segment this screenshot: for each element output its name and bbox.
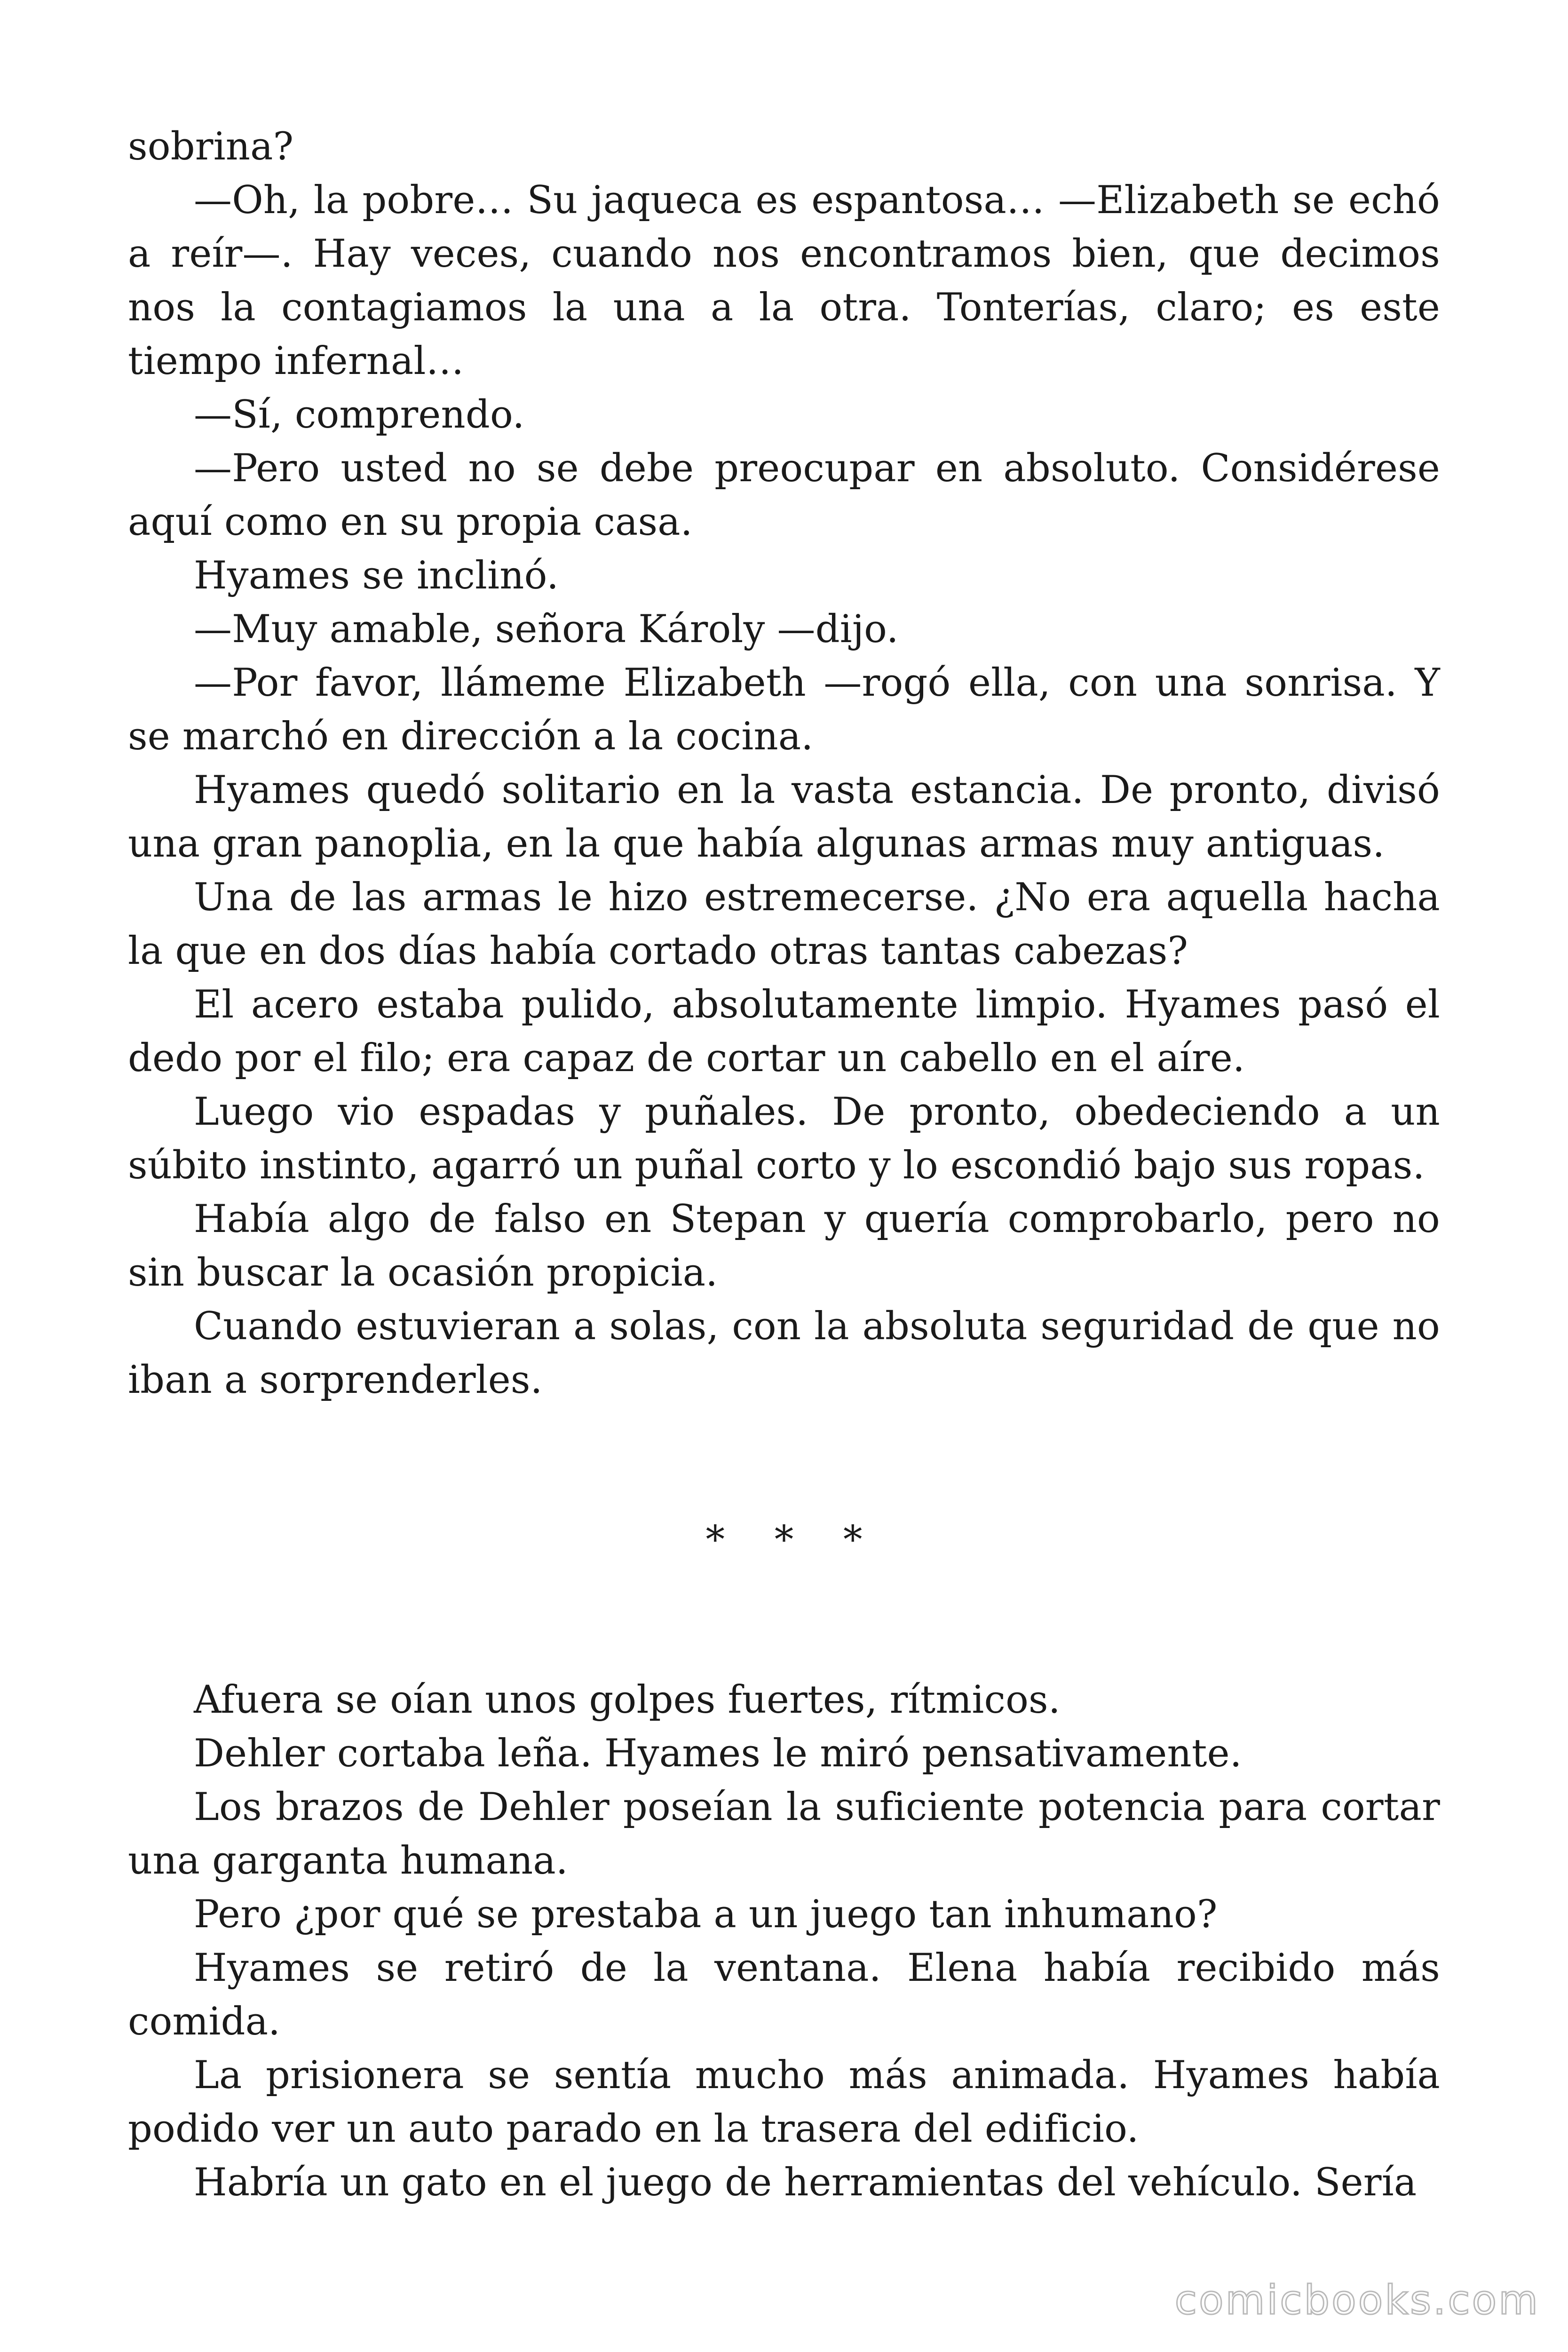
- paragraph: El acero estaba pulido, absolutamente limpio. Hyames pasó el dedo por el filo; era capaz de cortar un cabello en el aíre.: [128, 983, 1440, 1081]
- paragraph: —Oh, la pobre… Su jaqueca es espantosa… —Elizabeth se echó a reír—. Hay veces, cuando nos encontramos bien, que decimos nos la contagiamos la una a la otra. Tonterías, claro; es este tiempo infernal…: [128, 178, 1440, 383]
- paragraph: Habría un gato en el juego de herramientas del vehículo. Sería: [194, 2161, 1417, 2205]
- paragraph: —Sí, comprendo.: [194, 393, 525, 437]
- paragraph: Luego vio espadas y puñales. De pronto, obedeciendo a un súbito instinto, agarró un puñal corto y lo escondió bajo sus ropas.: [128, 1090, 1440, 1188]
- paragraph: Había algo de falso en Stepan y quería comprobarlo, pero no sin buscar la ocasión propicia.: [128, 1197, 1440, 1295]
- watermark-logo: comicbooks.com: [1174, 2277, 1540, 2324]
- paragraph: Los brazos de Dehler poseían la suficiente potencia para cortar una garganta humana.: [128, 1785, 1440, 1883]
- paragraph: —Pero usted no se debe preocupar en absoluto. Considérese aquí como en su propia casa.: [128, 446, 1440, 544]
- paragraph: —Muy amable, señora Károly —dijo.: [194, 607, 899, 652]
- paragraph: Pero ¿por qué se prestaba a un juego tan inhumano?: [194, 1892, 1218, 1937]
- book-page: [128, 120, 1440, 2209]
- paragraph: Afuera se oían unos golpes fuertes, rítmicos.: [194, 1678, 1061, 1722]
- text-section-2: [128, 1673, 1440, 2209]
- paragraph: Cuando estuvieran a solas, con la absoluta seguridad de que no iban a sorprenderles.: [128, 1304, 1440, 1402]
- paragraph: Dehler cortaba leña. Hyames le miró pensativamente.: [194, 1732, 1242, 1776]
- paragraph: Hyames quedó solitario en la vasta estancia. De pronto, divisó una gran panoplia, en la que había algunas armas muy antiguas.: [128, 768, 1440, 866]
- paragraph: Hyames se retiró de la ventana. Elena había recibido más comida.: [128, 1946, 1440, 2044]
- paragraph: Hyames se inclinó.: [194, 554, 559, 598]
- paragraph: —Por favor, llámeme Elizabeth —rogó ella, con una sonrisa. Y se marchó en dirección a la cocina.: [128, 661, 1440, 759]
- scene-break-separator: * * *: [705, 1518, 881, 1562]
- text-section-1: [128, 120, 1440, 1407]
- paragraph: Una de las armas le hizo estremecerse. ¿No era aquella hacha la que en dos días había cortado otras tantas cabezas?: [128, 875, 1440, 973]
- paragraph: La prisionera se sentía mucho más animada. Hyames había podido ver un auto parado en la trasera del edificio.: [128, 2053, 1440, 2151]
- paragraph: sobrina?: [128, 125, 294, 169]
